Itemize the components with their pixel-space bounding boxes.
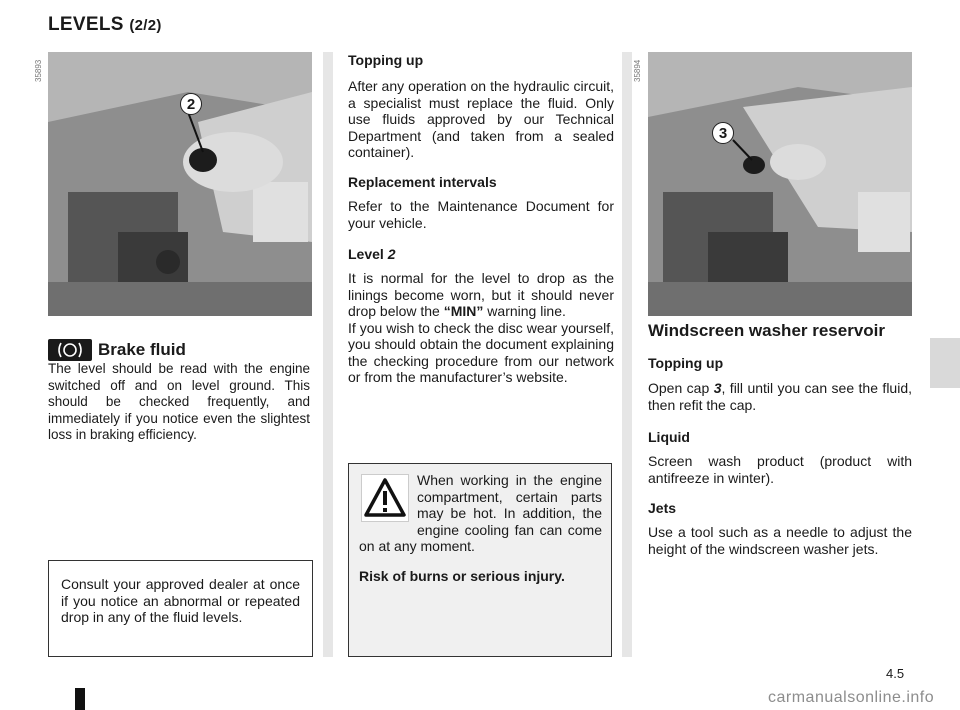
topping-up-body: After any operation on the hydraulic circuit, a specialist must replace the fluid. Only use fluids approved by our Technical Department (and taken from a sealed container). [348,78,614,160]
page-number: 4.5 [886,666,905,681]
dealer-notice-box [48,560,313,657]
warning-box [348,463,612,657]
level-body [348,270,614,386]
level-body-part2: warning line. [487,303,566,319]
washer-topping-heading: Topping up [648,355,724,371]
watermark: carmanualsonline.info [768,689,935,706]
brake-fluid-body: The level should be read with the engine switched off and on level ground. This should be checked frequently, and immediately if you notice even the slightest loss in braking efficiency. [48,361,310,442]
warning-icon-spacer [359,472,417,526]
jets-heading: Jets [648,500,677,516]
brake-fluid-photo [48,52,312,316]
column-divider-right [622,52,632,657]
section-tab [930,338,960,388]
page-title-main: LEVELS [48,14,124,35]
level-heading-label: Level [348,246,384,262]
callout-3: 3 [712,122,734,144]
washer-topping-part1: Open cap [648,380,710,396]
min-label: “MIN” [443,303,484,319]
level-heading-number: 2 [387,246,396,262]
washer-reservoir-photo [648,52,912,316]
brake-fluid-heading: Brake fluid [98,340,186,359]
brake-warning-icon [48,339,92,361]
warning-text [359,472,602,555]
topping-up-heading: Topping up [348,52,424,68]
warning-body: When working in the engine compartment, certain parts may be hot. In addition, the engine cooling fan can come on at any moment. [359,472,602,554]
dealer-notice-text: Consult your approved dealer at once if you notice an abnormal or repeated drop in any of the fluid levels. [61,576,300,625]
washer-reservoir-heading: Windscreen washer reservoir [648,321,886,340]
warning-risk: Risk of burns or serious injury. [359,568,565,584]
level-body-part3: If you wish to check the disc wear yourself, you should obtain the document explaining the checking procedure from our network or from the manufacturer’s website. [348,319,614,385]
washer-topping-body [648,380,912,413]
replacement-intervals-heading: Replacement intervals [348,174,497,190]
liquid-heading: Liquid [648,429,690,445]
replacement-intervals-body: Refer to the Maintenance Document for your vehicle. [348,198,614,231]
column-divider-left [323,52,333,657]
jets-body: Use a tool such as a needle to adjust the height of the windscreen washer jets. [648,524,912,557]
page-title-sub: (2/2) [129,17,162,34]
corner-mark [75,688,85,710]
photo-reference-right: 35894 [633,59,642,82]
page-title [48,14,162,36]
photo-reference-left: 35893 [34,59,43,82]
callout-2: 2 [180,93,202,115]
level-body-part1: It is normal for the level to drop as the linings become worn, but it should never drop below the [348,270,614,319]
washer-topping-part2: , fill until you can see the fluid, then refit the cap. [648,380,912,413]
liquid-body: Screen wash product (product with antifreeze in winter). [648,453,912,486]
level-heading [348,246,396,262]
washer-cap-number: 3 [713,380,722,396]
